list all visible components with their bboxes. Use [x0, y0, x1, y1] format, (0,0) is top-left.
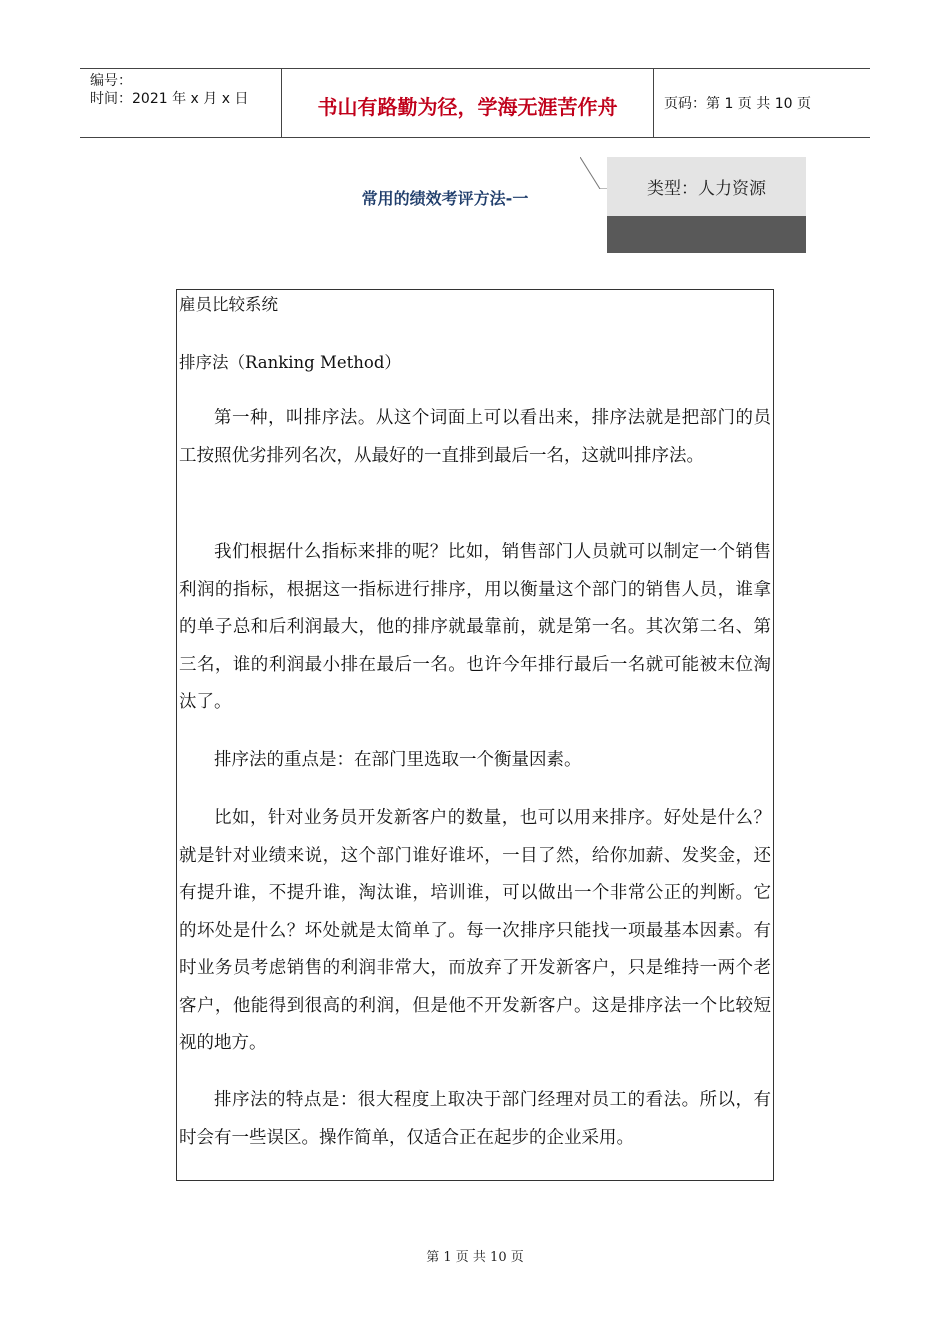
content-frame [176, 289, 774, 1181]
category-box [607, 157, 806, 253]
category-label: 类型：人力资源 [607, 157, 806, 216]
page-footer: 第 1 页 共 10 页 [426, 1250, 524, 1265]
paragraph: 第一种，叫排序法。从这个词面上可以看出来，排序法就是把部门的员工按照优劣排列名次，从最好的一直排到最后一名，这就叫排序法。 [179, 408, 771, 466]
page-fold-decoration [580, 157, 608, 189]
serial-number-label: 编号： [90, 73, 132, 89]
subsection-heading: 排序法（Ranking Method） [179, 353, 401, 372]
header-page-info: 页码：第 1 页 共 10 页 [664, 96, 811, 112]
paragraph: 排序法的重点是：在部门里选取一个衡量因素。 [214, 750, 582, 770]
document-title: 常用的绩效考评方法-一 [361, 189, 529, 208]
paragraph: 我们根据什么指标来排的呢？比如，销售部门人员就可以制定一个销售利润的指标，根据这一指标进行排序，用以衡量这个部门的销售人员，谁拿的单子总和后利润最大，他的排序就最靠前，就是第一名。其次第二名、第三名，谁的利润最小排在最后一名。也许今年排行最后一名就可能被末位淘汰了。 [179, 542, 771, 712]
header-table [80, 68, 870, 138]
date-label: 时间：2021 年 x 月 x 日 [90, 91, 249, 107]
paragraph: 比如，针对业务员开发新客户的数量，也可以用来排序。好处是什么？就是针对业绩来说，这个部门谁好谁坏，一目了然，给你加薪、发奖金，还有提升谁，不提升谁，淘汰谁，培训谁，可以做出一个非常公正的判断。它的坏处是什么？坏处就是太简单了。每一次排序只能找一项最基本因素。有时业务员考虑销售的利润非常大，而放弃了开发新客户，只是维持一两个老客户，他能得到很高的利润，但是他不开发新客户。这是排序法一个比较短视的地方。 [179, 808, 771, 1053]
paragraph: 排序法的特点是：很大程度上取决于部门经理对员工的看法。所以，有时会有一些误区。操作简单，仅适合正在起步的企业采用。 [179, 1090, 771, 1148]
category-bar [607, 216, 806, 253]
header-motto: 书山有路勤为径，学海无涯苦作舟 [282, 69, 654, 137]
section-heading: 雇员比较系统 [179, 295, 278, 314]
header-meta [80, 69, 282, 137]
